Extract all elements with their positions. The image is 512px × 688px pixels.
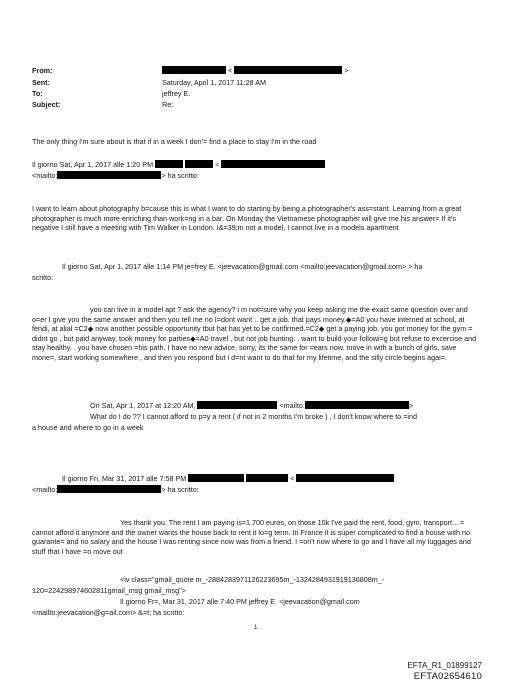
quote-4-end: > ha scritto: [161,485,199,494]
redaction-box [305,401,409,409]
redaction-box [57,171,161,179]
quote-header-1b [32,171,199,181]
redaction-box [188,474,244,482]
quote-1-mailto: <mailto: [32,171,58,180]
from-value [162,66,348,76]
quote-header-4 [62,474,394,484]
quote-header-1-lt: < [215,160,220,169]
quote-header-2b: scritto: [32,273,54,282]
redaction-box [185,160,213,168]
redaction-box [296,474,394,482]
message-text-2: I want to learn about photography b=cause this is what I want to do starting by being a photographer's ass=stant. Learning from a great photographer is much more enriching than work=ng in a bar. On Monday the Vietnamese photographer will give me his answer= If it's negative I still have a meeting with Tim Walker in London. I&=39;m not a model, I cannot live in a models apartment [32,204,462,233]
from-lt: < [228,66,233,75]
quote-header-1 [32,160,325,170]
quote-header-5b: <mailto:jeevacation@g=ail.com> &=t; ha scritto: [32,608,185,617]
quote-header-1-text: Il giorno Sat, Apr 1, 2017 alle 1:20 PM [32,160,154,169]
quote-1-end: > ha scritto: [161,171,199,180]
quote-header-4b [32,485,199,495]
subject-label: Subject: [32,100,61,109]
bates-number-2: EFTA02654610 [413,671,482,682]
message-text-5: Yes thank you. The rent I am paying is=1.700 euros, on those 10k I've paid the rent, food, gym, transport... = cannot afford it anymore and the owner wants the house back to rent it lo=g term. In France it is super complicated to find a house with no guarante= and no salary and the house I was renting since now was from a friend. I =on't now where to go and I have all my luggages and stuff that I have =o move out [32,518,471,556]
quote-4-mailto: <mailto: [32,485,58,494]
message-text-1: The only thing I'm sure about is that if in a week I don'= find a place to stay I'm in the road [32,137,317,146]
quote-header-2: Il giorno Sat, Apr 1, 2017 alle 1:14 PM je=frey E. <jeevacation@gmail.com <mailto:jeevacation@gmail.com> > ha [62,262,423,271]
subject-value: Re: [162,100,174,109]
bates-number-1: EFTA_R1_01899127 [407,661,482,670]
to-value: jeffrey E. [162,89,191,98]
redaction-box [57,485,161,493]
gmail-quote-div-1: <iv class="gmail_quote m_-2884283971126223695m_-1324284931919136808m_- [120,575,385,584]
redaction-box [162,66,226,74]
redaction-box [234,66,342,74]
quote-header-3 [90,401,413,411]
quote-header-4-lt: < [290,474,295,483]
message-text-3: you can live in a model apt ? ask the agency? i m not=sure why you keep asking me the exact same question over and o=er I give you the same answer and then you tell me no I=dont want .. get a job. that pays money.◆=A0 you have interned at school, at fendi, at alial =C2◆ now another possible opportunity tbut hat has yet to be confirmed.=C2◆ get a paying job. you got money for the gym = didnt go , but paid anyway, took money for parties◆=A0 travel , but not job hunting. . want to build your followi=g but refuse to excercise and stay healthy. . you have chosen =his path. I have no new advice, sorry, its the same for =ears now. move in with a bunch of girls. save mone=, start working somewhere , and then you respond but i d=nt want to do that for my lifetime, and the silly circle begins agai=. [32,305,477,362]
from-label: From: [32,66,53,75]
quote-header-3-text: On Sat, Apr 1, 2017 at 12:20 AM, [90,401,196,410]
quote-header-5: Il giorno Fr=, Mar 31, 2017 alle 7:40 PM jeffrey E. <jeevacation@gmail.com [120,597,360,606]
redaction-box [221,160,325,168]
to-label: To: [32,89,43,98]
from-gt: > [344,66,349,75]
sent-value: Saturday, April 1, 2017 11:28 AM [162,78,267,87]
quote-header-4-text: Il giorno Fri, Mar 31, 2017 alle 7:58 PM [62,474,187,483]
redaction-box [155,160,183,168]
redaction-box [246,474,288,482]
gmail-quote-div-2: 120=224298974602811gmail_msg gmail_msg"> [32,586,186,595]
sent-label: Sent: [32,78,50,87]
quote-3-mailto: <mailto: [279,401,305,410]
message-text-4b: a house and where to go in a week [32,423,144,432]
redaction-box [197,401,277,409]
message-text-4a: What do I do ?? I cannot afford to p=y a rent ( if not in 2 months I'm broke ) , I don't know where to =ind [90,412,418,421]
page-number: 1 [254,625,258,631]
quote-3-gt: > [408,401,414,410]
